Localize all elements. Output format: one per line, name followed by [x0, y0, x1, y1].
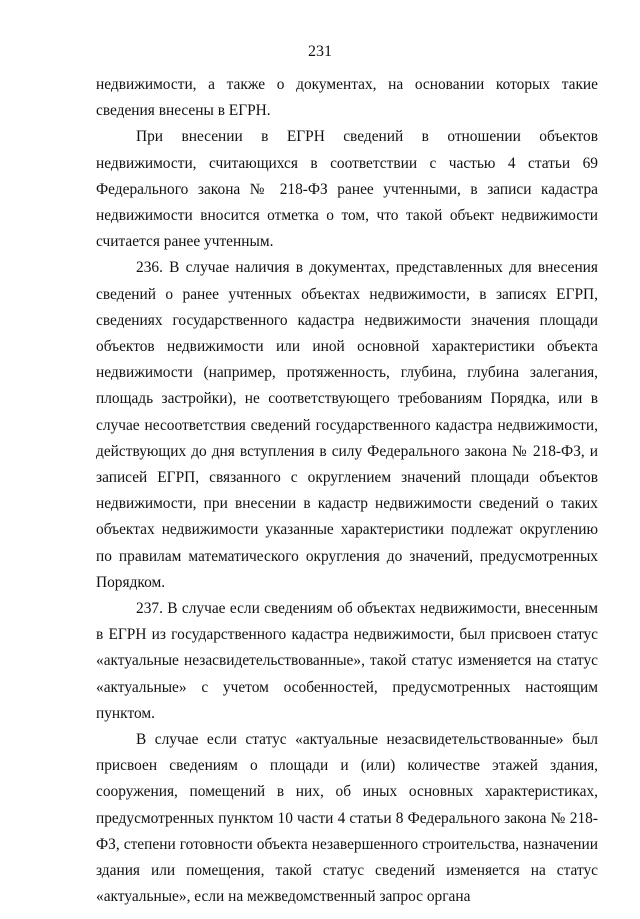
paragraph-status-change: В случае если статус «актуальные незасвидетельствованные» был присвоен сведениям о площади и (или) количестве этажей здания, сооружения, помещений в них, об иных основных характеристиках, предусмотренных пунктом 10 части 4 статьи 8 Федерального закона № 218-ФЗ, степени готовности объекта незавершенного строительства, назначении здания или помещения, такой статус сведений изменяется на статус «актуальные», если на межведомственный запрос органа — [96, 731, 598, 906]
paragraph-previously-registered-note: При внесении в ЕГРН сведений в отношении объектов недвижимости, считающихся в соответствии с частью 4 статьи 69 Федерального закона № 218-ФЗ ранее учтенными, в записи кадастра недвижимости вносится отметка о том, что такой объект недвижимости считается ранее учтенным. — [96, 128, 598, 251]
paragraph-continuation: недвижимости, а также о документах, на основании которых такие сведения внесены в ЕГРН. — [96, 76, 598, 120]
paragraph-item-237: 237. В случае если сведениям об объектах недвижимости, внесенным в ЕГРН из государственного кадастра недвижимости, был присвоен статус «актуальные незасвидетельствованные», такой статус изменяется на статус «актуальные» с учетом особенностей, предусмотренных настоящим пунктом. — [96, 600, 598, 722]
page-number: 231 — [308, 43, 332, 60]
document-body — [96, 72, 598, 911]
paragraph-item-236: 236. В случае наличия в документах, представленных для внесения сведений о ранее учтенных объектах недвижимости, в записях ЕГРП, сведениях государственного кадастра недвижимости значения площади объектов недвижимости или иной основной характеристики объекта недвижимости (например, протяженность, глубина, глубина залегания, площадь застройки), не соответствующего требованиям Порядка, или в случае несоответствия сведений государственного кадастра недвижимости, действующих до дня вступления в силу Федерального закона № 218-ФЗ, и записей ЕГРП, связанного с округлением значений площади объектов недвижимости, при внесении в кадастр недвижимости сведений о таких объектах недвижимости указанные характеристики подлежат округлению по правилам математического округления до значений, предусмотренных Порядком. — [96, 259, 598, 591]
